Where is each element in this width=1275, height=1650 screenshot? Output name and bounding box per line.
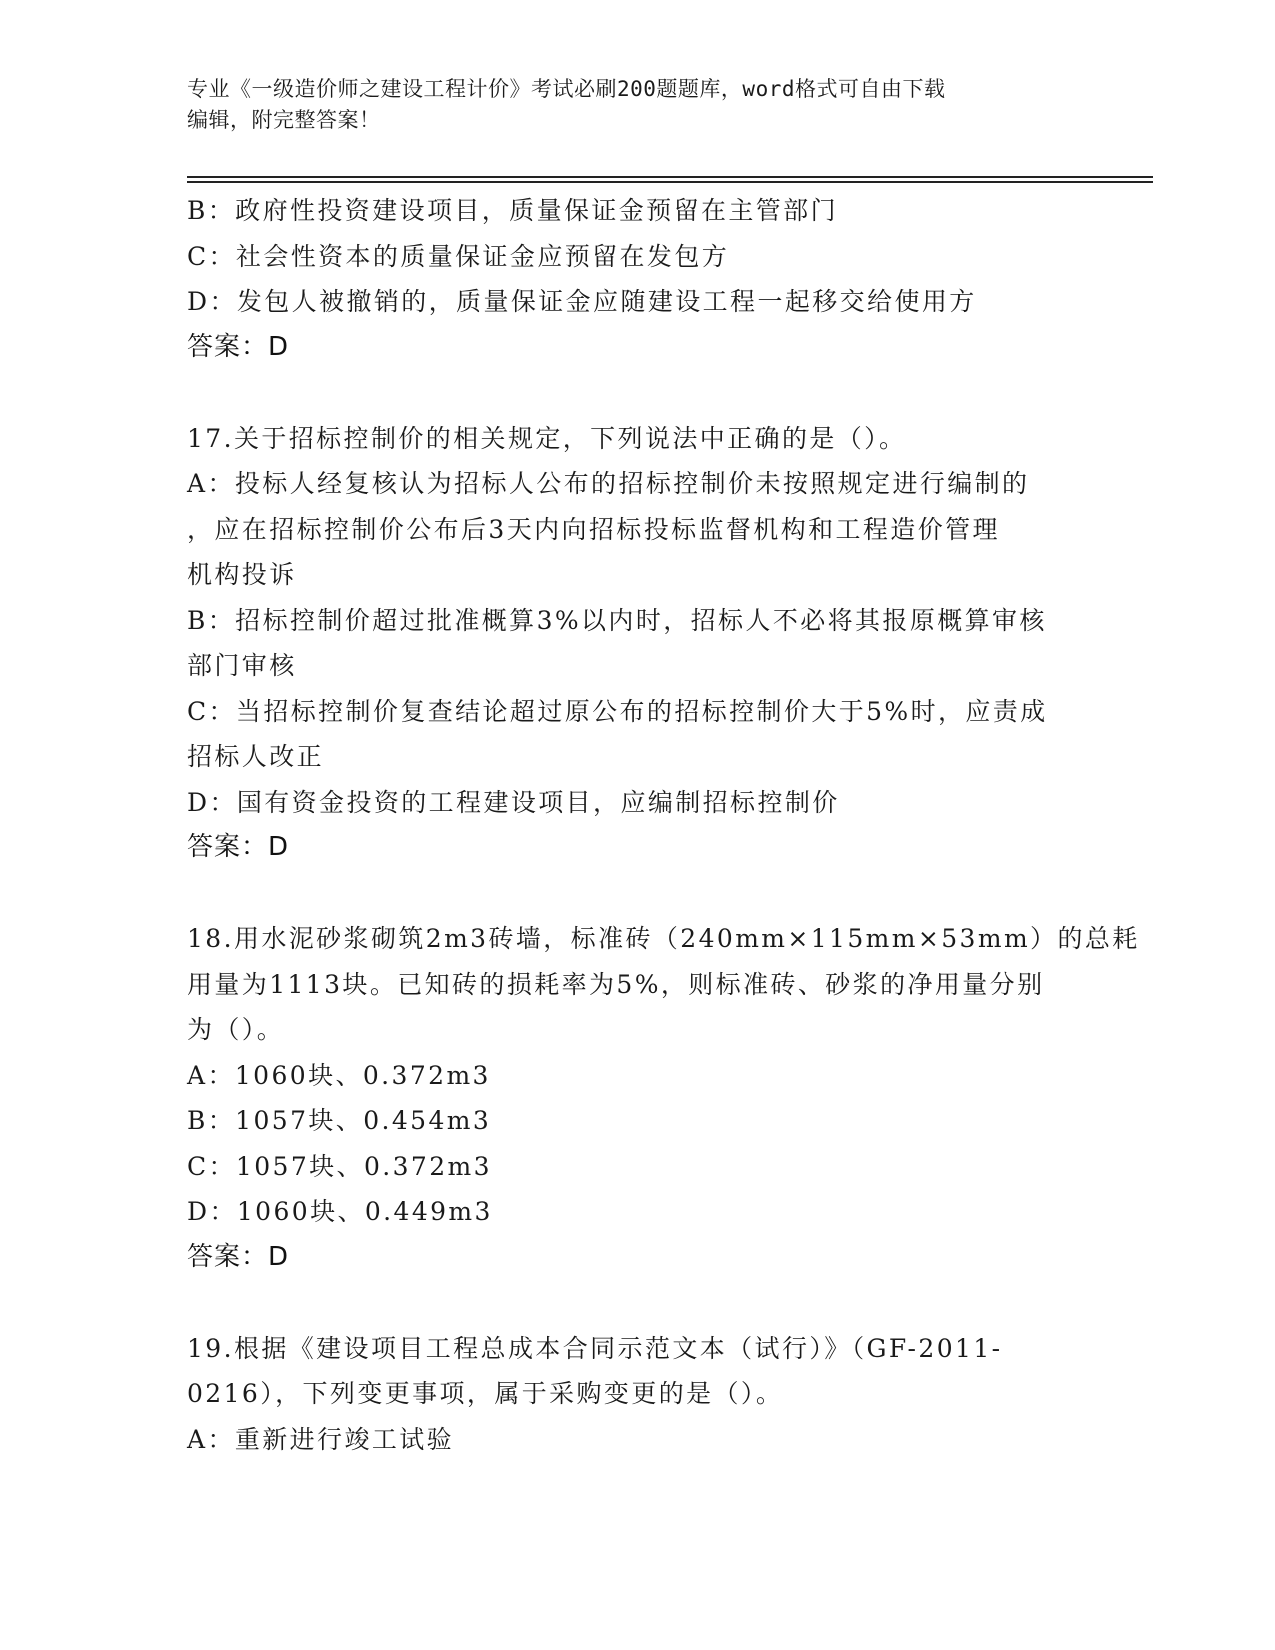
- option-a: A：1060块、0.372m3: [187, 1060, 491, 1090]
- question-17: [187, 416, 1087, 871]
- option-c: C：社会性资本的质量保证金应预留在发包方: [187, 241, 730, 271]
- answer: 答案：D: [187, 331, 290, 362]
- option-b-cont: 部门审核: [187, 651, 297, 680]
- question-stem-cont: 为（）。: [187, 1015, 285, 1044]
- option-c-cont: 招标人改正: [187, 742, 325, 771]
- spacer: [187, 1280, 1087, 1326]
- question-stem: 19.根据《建设项目工程总成本合同示范文本（试行）》（GF-2011-: [187, 1333, 1003, 1363]
- option-a-cont: 机构投诉: [187, 560, 297, 589]
- header-divider-top: [187, 176, 1153, 178]
- question-18: [187, 916, 1140, 1280]
- question-stem-cont: 用量为1113块。已知砖的损耗率为5%，则标准砖、砂浆的净用量分别: [187, 969, 1045, 999]
- question-stem-cont: 0216），下列变更事项，属于采购变更的是（）。: [187, 1379, 784, 1408]
- option-d: D：国有资金投资的工程建设项目，应编制招标控制价: [187, 787, 840, 817]
- header-divider-bottom: [187, 181, 1153, 183]
- question-stem: 17.关于招标控制价的相关规定，下列说法中正确的是（）。: [187, 423, 907, 453]
- option-d: D：发包人被撤销的，质量保证金应随建设工程一起移交给使用方: [187, 287, 977, 316]
- option-a: A：重新进行竣工试验: [187, 1424, 455, 1454]
- question-stem: 18.用水泥砂浆砌筑2m3砖墙，标准砖（240mm×115mm×53mm）的总耗: [187, 924, 1140, 953]
- option-c: C：当招标控制价复查结论超过原公布的招标控制价大于5%时，应责成: [187, 696, 1048, 726]
- question-list: [187, 188, 1140, 1462]
- option-d: D：1060块、0.449m3: [187, 1197, 493, 1226]
- header-line-2: 编辑，附完整答案！: [187, 108, 381, 132]
- option-c: C：1057块、0.372m3: [187, 1151, 492, 1181]
- option-a-cont: ，应在招标控制价公布后3天内向招标投标监督机构和工程造价管理: [187, 514, 1000, 544]
- answer: 答案：D: [187, 1241, 290, 1272]
- spacer: [187, 871, 1087, 917]
- option-a: A：投标人经复核认为招标人公布的招标控制价未按照规定进行编制的: [187, 469, 1030, 498]
- option-b: B：招标控制价超过批准概算3%以内时，招标人不必将其报原概算审核: [187, 605, 1047, 635]
- spacer: [187, 370, 1087, 416]
- question-16: [187, 188, 1087, 370]
- question-19: [187, 1326, 1087, 1463]
- option-b: B：1057块、0.454m3: [187, 1106, 492, 1135]
- header-line-1: 专业《一级造价师之建设工程计价》考试必刷200题题库，word格式可自由下载: [187, 77, 946, 101]
- document-header: [187, 74, 1087, 136]
- option-b: B：政府性投资建设项目，质量保证金预留在主管部门: [187, 196, 838, 225]
- answer: 答案：D: [187, 832, 290, 862]
